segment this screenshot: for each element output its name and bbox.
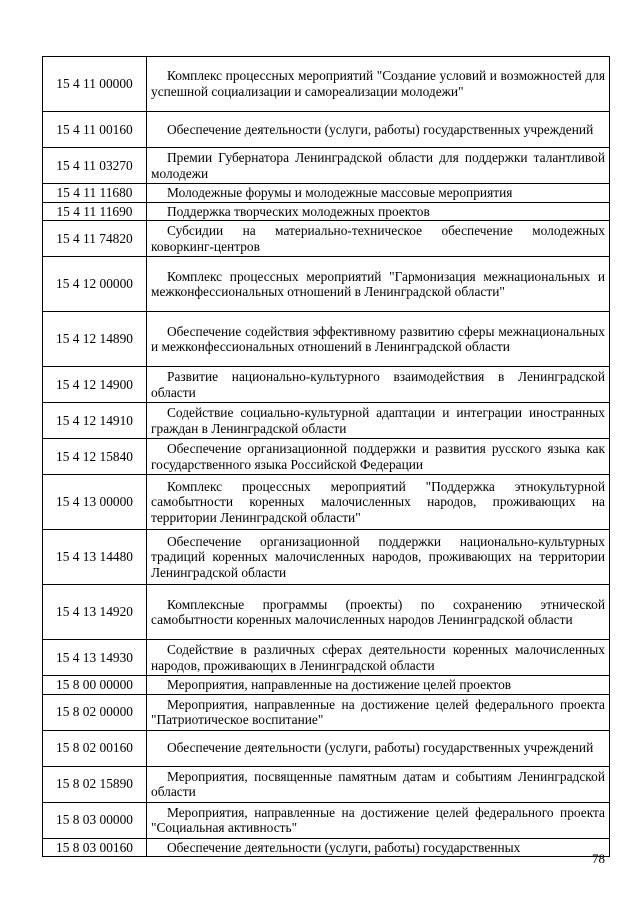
row-code: 15 4 11 00000 bbox=[43, 57, 147, 112]
table-row bbox=[43, 202, 610, 221]
table-row bbox=[43, 730, 610, 766]
row-code: 15 4 12 00000 bbox=[43, 257, 147, 312]
table-row bbox=[43, 640, 610, 676]
table-row bbox=[43, 403, 610, 439]
table-row bbox=[43, 475, 610, 530]
row-description: Развитие национально-культурного взаимодействия в Ленинградской области bbox=[147, 367, 610, 403]
row-description: Мероприятия, направленные на достижение целей проектов bbox=[147, 676, 610, 695]
row-code: 15 4 13 14480 bbox=[43, 530, 147, 585]
row-description: Поддержка творческих молодежных проектов bbox=[147, 202, 610, 221]
row-description: Комплекс процессных мероприятий "Создание условий и возможностей для успешной социализации и самореализации молодежи" bbox=[147, 57, 610, 112]
row-code: 15 4 13 14920 bbox=[43, 585, 147, 640]
table-row bbox=[43, 439, 610, 475]
table-row bbox=[43, 694, 610, 730]
row-code: 15 4 11 00160 bbox=[43, 112, 147, 148]
row-code: 15 4 11 11680 bbox=[43, 184, 147, 203]
table-row bbox=[43, 112, 610, 148]
row-description: Мероприятия, направленные на достижение целей федерального проекта "Социальная активность" bbox=[147, 802, 610, 838]
table-row bbox=[43, 766, 610, 802]
row-code: 15 8 02 00160 bbox=[43, 730, 147, 766]
row-code: 15 4 12 14910 bbox=[43, 403, 147, 439]
row-code: 15 4 11 03270 bbox=[43, 148, 147, 184]
row-description: Субсидии на материально-техническое обеспечение молодежных коворкинг-центров bbox=[147, 221, 610, 257]
row-code: 15 8 03 00160 bbox=[43, 838, 147, 857]
row-description: Мероприятия, посвященные памятным датам и событиям Ленинградской области bbox=[147, 766, 610, 802]
table-row bbox=[43, 184, 610, 203]
row-description: Обеспечение деятельности (услуги, работы) государственных bbox=[147, 838, 610, 857]
row-description: Обеспечение организационной поддержки и развития русского языка как государственного языка Российской Федерации bbox=[147, 439, 610, 475]
table-row bbox=[43, 367, 610, 403]
row-code: 15 4 12 14890 bbox=[43, 312, 147, 367]
table-row bbox=[43, 221, 610, 257]
row-code: 15 4 12 14900 bbox=[43, 367, 147, 403]
row-code: 15 4 11 11690 bbox=[43, 202, 147, 221]
row-description: Мероприятия, направленные на достижение целей федерального проекта "Патриотическое воспитание" bbox=[147, 694, 610, 730]
row-description: Обеспечение организационной поддержки национально-культурных традиций коренных малочисленных народов, проживающих на территории Ленинградской области bbox=[147, 530, 610, 585]
row-description: Молодежные форумы и молодежные массовые мероприятия bbox=[147, 184, 610, 203]
table-row bbox=[43, 257, 610, 312]
page-number: 78 bbox=[592, 851, 605, 866]
row-description: Обеспечение деятельности (услуги, работы) государственных учреждений bbox=[147, 112, 610, 148]
row-description: Комплекс процессных мероприятий "Гармонизация межнациональных и межконфессиональных отношений в Ленинградской области" bbox=[147, 257, 610, 312]
row-description: Содействие социально-культурной адаптации и интеграции иностранных граждан в Ленинградской области bbox=[147, 403, 610, 439]
row-code: 15 8 03 00000 bbox=[43, 802, 147, 838]
table-row bbox=[43, 312, 610, 367]
table-row bbox=[43, 530, 610, 585]
table-row bbox=[43, 676, 610, 695]
row-code: 15 4 12 15840 bbox=[43, 439, 147, 475]
table-row bbox=[43, 585, 610, 640]
classification-table bbox=[42, 56, 610, 857]
row-code: 15 4 13 14930 bbox=[43, 640, 147, 676]
table-row bbox=[43, 802, 610, 838]
row-description: Комплекс процессных мероприятий "Поддержка этнокультурной самобытности коренных малочисленных народов, проживающих на территории Ленинградской области" bbox=[147, 475, 610, 530]
row-code: 15 8 02 15890 bbox=[43, 766, 147, 802]
table-row bbox=[43, 148, 610, 184]
table-row bbox=[43, 57, 610, 112]
row-code: 15 4 13 00000 bbox=[43, 475, 147, 530]
row-description: Обеспечение деятельности (услуги, работы) государственных учреждений bbox=[147, 730, 610, 766]
row-code: 15 4 11 74820 bbox=[43, 221, 147, 257]
row-description: Обеспечение содействия эффективному развитию сферы межнациональных и межконфессиональных отношений в Ленинградской области bbox=[147, 312, 610, 367]
row-description: Премии Губернатора Ленинградской области для поддержки талантливой молодежи bbox=[147, 148, 610, 184]
row-code: 15 8 00 00000 bbox=[43, 676, 147, 695]
row-code: 15 8 02 00000 bbox=[43, 694, 147, 730]
row-description: Комплексные программы (проекты) по сохранению этнической самобытности коренных малочисленных народов Ленинградской области bbox=[147, 585, 610, 640]
table-row bbox=[43, 838, 610, 857]
row-description: Содействие в различных сферах деятельности коренных малочисленных народов, проживающих в Ленинградской области bbox=[147, 640, 610, 676]
